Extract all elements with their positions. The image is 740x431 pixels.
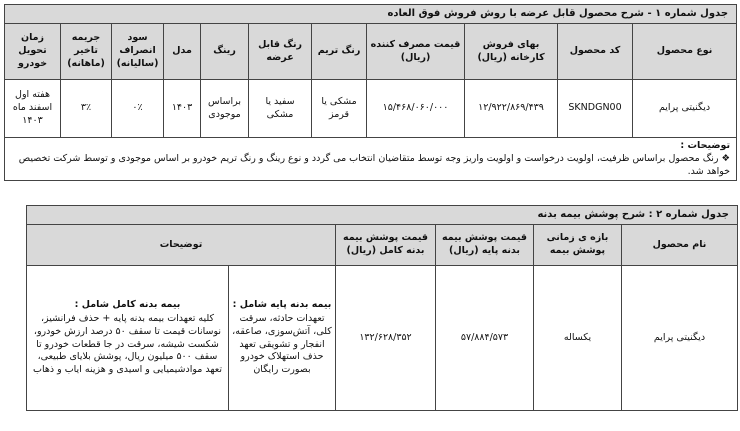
cell-full-price: ۱۳۲/۶۲۸/۳۵۲: [336, 266, 436, 411]
header-full-price: قیمت پوشش بیمه بدنه کامل (ریال): [336, 225, 436, 266]
cell-basic-price: ۵۷/۸۸۴/۵۷۳: [436, 266, 534, 411]
cell-consumer-price: ۱۵/۴۶۸/۰۶۰/۰۰۰: [367, 80, 465, 138]
header-cancel-profit: سود انصراف (سالیانه): [112, 24, 164, 80]
header-rim: رینگ: [201, 24, 249, 80]
header-basic-price: قیمت پوشش بیمه بدنه پایه (ریال): [436, 225, 534, 266]
table2-title: جدول شماره ۲ : شرح پوشش بیمه بدنه: [27, 206, 738, 225]
header-coverage-period: بازه ی زمانی پوشش بیمه: [534, 225, 622, 266]
header-model: مدل: [164, 24, 201, 80]
cell-cancel-profit: ۰٪: [112, 80, 164, 138]
table1-notes: [5, 138, 737, 181]
cell-coverage-period: یکساله: [534, 266, 622, 411]
table-row: [5, 80, 737, 138]
header-delivery-time: زمان تحویل خودرو: [5, 24, 61, 80]
header-product-name: نام محصول: [622, 225, 738, 266]
cell-trim-color: مشکی یا قرمز: [312, 80, 367, 138]
header-product-code: کد محصول: [558, 24, 633, 80]
header-delay-penalty: جریمه تاخیر (ماهانه): [61, 24, 112, 80]
cell-available-color: سفید یا مشکی: [249, 80, 312, 138]
cell-factory-price: ۱۲/۹۲۲/۸۶۹/۴۳۹: [465, 80, 558, 138]
header-description: توضیحات: [27, 225, 336, 266]
cell-product-name: دیگنیتی پرایم: [622, 266, 738, 411]
cell-basic-coverage: [229, 266, 336, 411]
cell-delay-penalty: ۳٪: [61, 80, 112, 138]
basic-coverage-text: تعهدات حادثه، سرقت کلی، آتش‌سوزی، صاعقه، انفجار و تشویقی تعهد حذف استهلاک خودرو بصورت رایگان: [232, 312, 332, 376]
cell-full-coverage: [27, 266, 229, 411]
header-product-type: نوع محصول: [633, 24, 737, 80]
header-factory-price: بهای فروش کارخانه (ریال): [465, 24, 558, 80]
full-coverage-text: کلیه تعهدات بیمه بدنه پایه + حذف فرانشیز، نوسانات قیمت تا سقف ۵۰ درصد ارزش خودرو، شکست شیشه، سرقت در جا قطعات خودرو تا سقف ۵۰۰ میلیون ریال، پوشش بلایای طبیعی، تعهد موادشیمیایی و اسیدی و هزینه ایاب و ذهاب: [33, 312, 222, 376]
cell-model: ۱۴۰۳: [164, 80, 201, 138]
notes-title: توضیحات :: [680, 140, 731, 151]
insurance-table: [26, 205, 738, 411]
cell-product-type: دیگنیتی پرایم: [633, 80, 737, 138]
table1-title: جدول شماره ۱ - شرح محصول قابل عرضه با روش فروش فوق العاده: [5, 5, 737, 24]
table-row: [27, 266, 738, 411]
cell-rim: براساس موجودی: [201, 80, 249, 138]
notes-text: ❖ رنگ محصول براساس ظرفیت، اولویت درخواست و اولویت واریز وجه توسط متقاضیان انتخاب می گردد و نوع رینگ و رنگ تریم خودرو بر اساس موجودی و توسط شرکت تخصیص خواهد شد.: [18, 152, 731, 177]
full-coverage-title: بیمه بدنه کامل شامل :: [74, 299, 181, 311]
product-table: [4, 4, 737, 181]
cell-delivery-time: هفته اول اسفند ماه ۱۴۰۳: [5, 80, 61, 138]
cell-product-code: SKNDGN00: [558, 80, 633, 138]
header-trim-color: رنگ تریم: [312, 24, 367, 80]
header-available-color: رنگ قابل عرضه: [249, 24, 312, 80]
basic-coverage-title: بیمه بدنه پایه شامل :: [232, 299, 332, 311]
header-consumer-price: قیمت مصرف کننده (ریال): [367, 24, 465, 80]
